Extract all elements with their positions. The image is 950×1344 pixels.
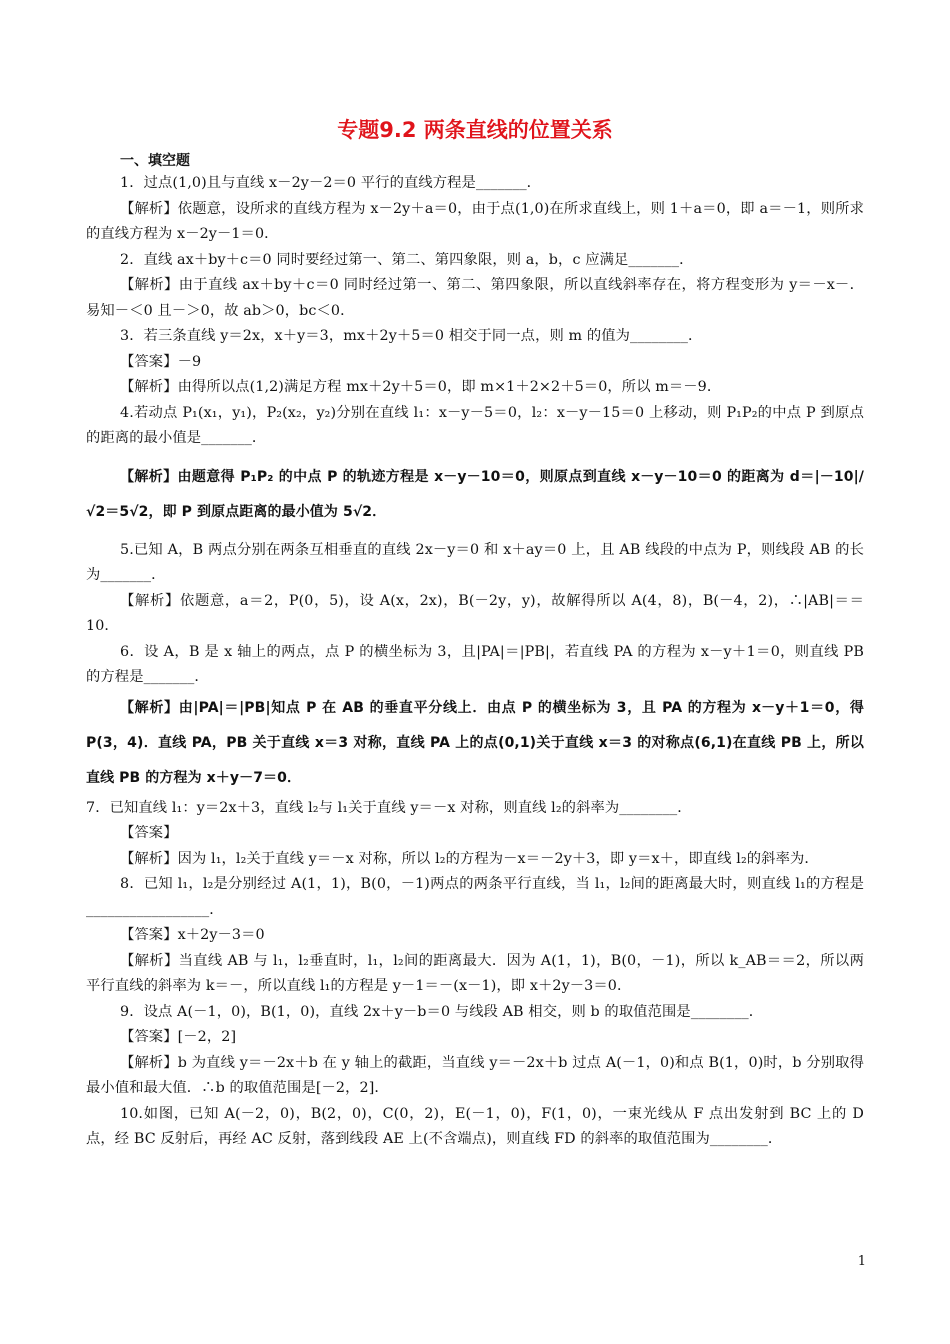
page-number: 1: [857, 1254, 866, 1269]
paragraph: 【解析】b 为直线 y＝－2x＋b 在 y 轴上的截距，当直线 y＝－2x＋b 过点 A(－1，0)和点 B(1，0)时，b 分别取得最小值和最大值．∴b 的取值范围是[－2，2]．: [86, 1054, 864, 1096]
paragraph: 【解析】因为 l₁，l₂关于直线 y＝－x 对称，所以 l₂的方程为－x＝－2y＋3，即 y＝x＋，即直线 l₂的斜率为．: [120, 850, 819, 867]
paragraph: 【答案】[－2，2]: [120, 1029, 237, 1045]
paragraph: 7．已知直线 l₁：y＝2x＋3，直线 l₂与 l₁关于直线 y＝－x 对称，则直线 l₂的斜率为________．: [86, 799, 692, 816]
section-heading: 一、填空题: [120, 153, 190, 169]
paragraph: 【答案】－9: [120, 353, 202, 370]
paragraph: 9．设点 A(－1，0)，B(1，0)，直线 2x＋y－b＝0 与线段 AB 相交，则 b 的取值范围是________．: [120, 1003, 764, 1020]
paragraph: 4.若动点 P₁(x₁，y₁)，P₂(x₂，y₂)分别在直线 l₁：x－y－5＝0，l₂：x－y－15＝0 上移动，则 P₁P₂的中点 P 到原点的距离的最小值是_______．: [86, 404, 864, 446]
paragraph: 【解析】由|PA|＝|PB|知点 P 在 AB 的垂直平分线上．由点 P 的横坐标为 3，且 PA 的方程为 x－y＋1＝0，得 P(3，4)．直线 PA，PB 关于直线 x＝3 对称，直线 PA 上的点(0,1)关于直线 x＝3 的对称点(6,1)在直线 PB 上，所以直线 PB 的方程为 x＋y－7＝0．: [86, 699, 864, 786]
paragraph: 3．若三条直线 y＝2x，x＋y＝3，mx＋2y＋5＝0 相交于同一点，则 m 的值为________．: [120, 328, 703, 344]
paragraph: 10.如图，已知 A(－2，0)，B(2，0)，C(0，2)，E(－1，0)，F(1，0)，一束光线从 F 点出发射到 BC 上的 D 点，经 BC 反射后，再经 AC 反射，落到线段 AE 上(不含端点)，则直线 FD 的斜率的取值范围为________．: [86, 1105, 864, 1147]
paragraph: 8．已知 l₁，l₂是分别经过 A(1，1)，B(0，－1)两点的两条平行直线，当 l₁，l₂间的距离最大时，则直线 l₁的方程是_________________．: [86, 876, 864, 918]
paragraph: 【解析】当直线 AB 与 l₁，l₂垂直时，l₁，l₂间的距离最大．因为 A(1，1)，B(0，－1)，所以 k_AB＝＝2，所以两平行直线的斜率为 k＝－，所以直线 l₁的方程是 y－1＝－(x－1)，即 x＋2y－3＝0．: [86, 952, 864, 994]
paragraph: 【答案】x＋2y－3＝0: [120, 927, 265, 943]
paragraph: 【解析】由题意得 P₁P₂ 的中点 P 的轨迹方程是 x－y－10＝0，则原点到直线 x－y－10＝0 的距离为 d＝|－10|/√2＝5√2，即 P 到原点距离的最小值为 5√2．: [86, 468, 864, 520]
paragraph: 6．设 A，B 是 x 轴上的两点，点 P 的横坐标为 3，且|PA|＝|PB|，若直线 PA 的方程为 x－y＋1＝0，则直线 PB 的方程是_______．: [86, 643, 864, 685]
paragraph: 【解析】依题意，设所求的直线方程为 x－2y＋a＝0，由于点(1,0)在所求直线上，则 1＋a＝0，即 a＝－1，则所求的直线方程为 x－2y－1＝0．: [86, 200, 864, 242]
paragraph: 【解析】由得所以点(1,2)满足方程 mx＋2y＋5＝0，即 m×1＋2×2＋5＝0，所以 m＝－9．: [120, 379, 722, 395]
paragraph: 1．过点(1,0)且与直线 x－2y－2＝0 平行的直线方程是_______．: [120, 175, 542, 191]
paragraph: 【解析】依题意，a＝2，P(0，5)，设 A(x，2x)，B(－2y，y)，故解得所以 A(4，8)，B(－4，2)，∴|AB|＝＝10．: [86, 592, 864, 634]
paragraph: 5.已知 A，B 两点分别在两条互相垂直的直线 2x－y＝0 和 x＋ay＝0 上，且 AB 线段的中点为 P，则线段 AB 的长为_______．: [86, 541, 864, 583]
document-body: [86, 171, 864, 1153]
paragraph: 【答案】: [120, 825, 178, 841]
paragraph: 2．直线 ax＋by＋c＝0 同时要经过第一、第二、第四象限，则 a，b，c 应满足_______．: [120, 251, 694, 268]
document-title: 专题9.2 两条直线的位置关系: [337, 118, 613, 142]
paragraph: 【解析】由于直线 ax＋by＋c＝0 同时经过第一、第二、第四象限，所以直线斜率存在，将方程变形为 y＝－x－．易知－＜0 且－＞0，故 ab＞0，bc＜0．: [86, 277, 864, 319]
